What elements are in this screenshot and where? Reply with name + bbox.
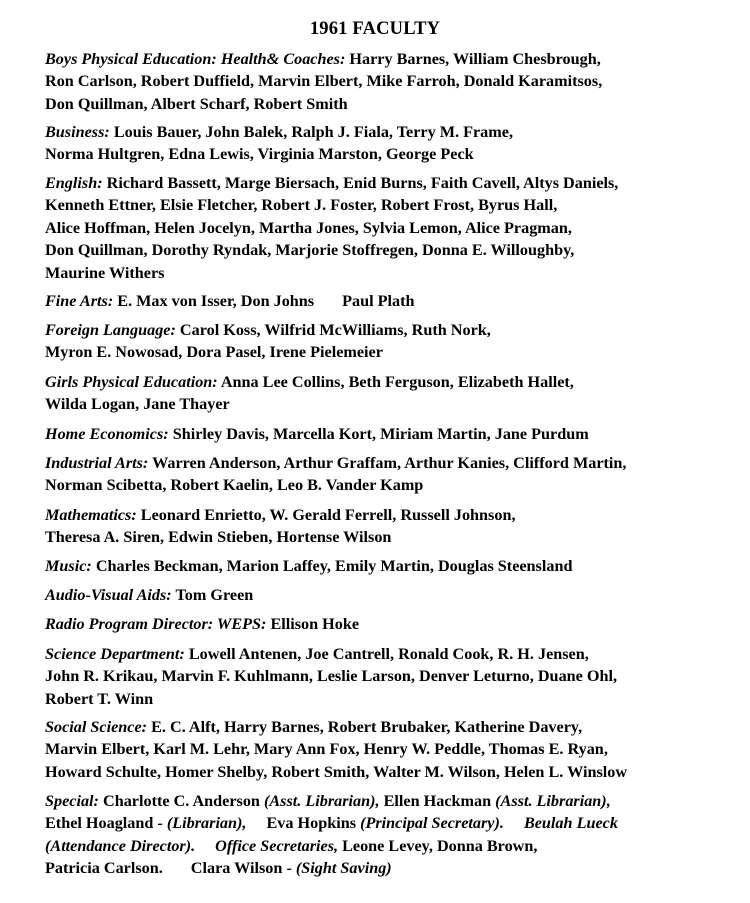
section-foreign-language <box>45 319 735 364</box>
faculty-names: Leonard Enrietto, W. Gerald Ferrell, Russell Johnson, <box>140 506 516 524</box>
faculty-names: Carol Koss, Wilfrid McWilliams, Ruth Nork, <box>179 321 491 339</box>
staff-name: Clara Wilson - <box>190 859 292 878</box>
faculty-names: Norma Hultgren, Edna Lewis, Virginia Marston, George Peck <box>45 145 474 164</box>
section-english <box>45 172 735 284</box>
department-heading: Industrial Arts: <box>45 454 149 472</box>
section-science-department <box>45 643 735 710</box>
section-social-science <box>45 716 735 783</box>
faculty-names: E. C. Alft, Harry Barnes, Robert Brubaker, Katherine Davery, <box>151 718 583 736</box>
faculty-names: Shirley Davis, Marcella Kort, Miriam Martin, Jane Purdum <box>172 425 589 443</box>
faculty-names: Theresa A. Siren, Edwin Stieben, Hortense Wilson <box>45 528 392 547</box>
staff-role: (Librarian), <box>166 814 247 833</box>
office-secretaries-label: Office Secretaries, <box>215 836 339 855</box>
department-heading: Mathematics: <box>45 506 137 524</box>
department-heading: Girls Physical Education: <box>45 373 218 391</box>
faculty-names: Marvin Elbert, Karl M. Lehr, Mary Ann Fox, Henry W. Peddle, Thomas E. Ryan, <box>45 740 608 759</box>
department-heading: Science Department: <box>45 645 185 663</box>
section-radio-program-director <box>45 613 735 635</box>
department-heading: Boys Physical Education: Health& Coaches: <box>45 50 346 68</box>
faculty-names: Howard Schulte, Homer Shelby, Robert Smith, Walter M. Wilson, Helen L. Winslow <box>45 762 628 781</box>
faculty-names: Lowell Antenen, Joe Cantrell, Ronald Cook, R. H. Jensen, <box>188 645 589 663</box>
page-title: 1961 FACULTY <box>309 19 441 39</box>
faculty-names: Alice Hoffman, Helen Jocelyn, Martha Jones, Sylvia Lemon, Alice Pragman, <box>45 218 572 237</box>
staff-role: (Asst. Librarian), <box>263 792 380 810</box>
department-heading: Radio Program Director: WEPS: <box>45 615 267 633</box>
faculty-names: Anna Lee Collins, Beth Ferguson, Elizabeth Hallet, <box>220 373 574 391</box>
department-heading: Audio-Visual Aids: <box>45 586 172 604</box>
faculty-names: Wilda Logan, Jane Thayer <box>45 395 230 414</box>
section-music <box>45 555 735 577</box>
department-heading: Foreign Language: <box>45 321 176 339</box>
department-heading: Social Science: <box>45 718 148 736</box>
section-industrial-arts <box>45 452 735 497</box>
department-heading: Business: <box>45 123 110 141</box>
department-heading: Fine Arts: <box>45 292 114 310</box>
department-heading: Home Economics: <box>45 425 169 443</box>
staff-name: Ethel Hoagland - <box>45 814 163 833</box>
faculty-names: Don Quillman, Dorothy Ryndak, Marjorie Stoffregen, Donna E. Willoughby, <box>45 241 575 260</box>
faculty-names: Warren Anderson, Arthur Graffam, Arthur Kanies, Clifford Martin, <box>152 454 627 472</box>
staff-role: (Attendance Director). <box>45 836 196 855</box>
staff-role: (Sight Saving) <box>295 859 392 878</box>
faculty-names: Ron Carlson, Robert Duffield, Marvin Elbert, Mike Farroh, Donald Karamitsos, <box>45 72 603 91</box>
section-mathematics <box>45 504 735 549</box>
staff-name: Patricia Carlson. <box>45 859 163 878</box>
department-heading: Music: <box>45 557 92 575</box>
department-heading: English: <box>45 174 103 192</box>
department-heading: Special: <box>45 792 99 810</box>
staff-name: Charlotte C. Anderson <box>103 792 260 810</box>
section-audio-visual-aids <box>45 584 735 606</box>
faculty-names: Charles Beckman, Marion Laffey, Emily Martin, Douglas Steensland <box>95 557 573 575</box>
section-boys-physical-education <box>45 48 735 115</box>
faculty-names: Ellison Hoke <box>270 615 360 633</box>
staff-role: (Asst. Librarian), <box>495 792 611 810</box>
faculty-names: Richard Bassett, Marge Biersach, Enid Burns, Faith Cavell, Altys Daniels, <box>106 174 619 192</box>
faculty-names: E. Max von Isser, Don Johns <box>117 292 315 310</box>
section-business <box>45 121 735 166</box>
staff-name: Eva Hopkins <box>266 814 357 833</box>
faculty-names: Robert T. Winn <box>45 689 154 708</box>
faculty-names: John R. Krikau, Marvin F. Kuhlmann, Leslie Larson, Denver Leturno, Duane Ohl, <box>45 667 618 686</box>
faculty-names: Norman Scibetta, Robert Kaelin, Leo B. Vander Kamp <box>45 476 424 495</box>
faculty-names: Don Quillman, Albert Scharf, Robert Smith <box>45 94 348 113</box>
faculty-names: Louis Bauer, John Balek, Ralph J. Fiala, Terry M. Frame, <box>113 123 513 141</box>
staff-name: Ellen Hackman <box>383 792 492 810</box>
staff-name: Beulah Lueck <box>523 814 618 833</box>
faculty-names: Myron E. Nowosad, Dora Pasel, Irene Pielemeier <box>45 343 383 362</box>
section-special <box>45 790 735 880</box>
faculty-names: Paul Plath <box>342 292 415 310</box>
section-girls-physical-education <box>45 371 735 416</box>
faculty-names: Harry Barnes, William Chesbrough, <box>349 50 601 68</box>
faculty-names: Tom Green <box>175 586 254 604</box>
staff-role: (Principal Secretary). <box>360 814 504 833</box>
section-home-economics <box>45 423 735 445</box>
faculty-names: Kenneth Ettner, Elsie Fletcher, Robert J. Foster, Robert Frost, Byrus Hall, <box>45 196 558 215</box>
section-fine-arts <box>45 290 735 312</box>
faculty-names: Maurine Withers <box>45 263 165 282</box>
staff-name: Leone Levey, Donna Brown, <box>342 836 538 855</box>
